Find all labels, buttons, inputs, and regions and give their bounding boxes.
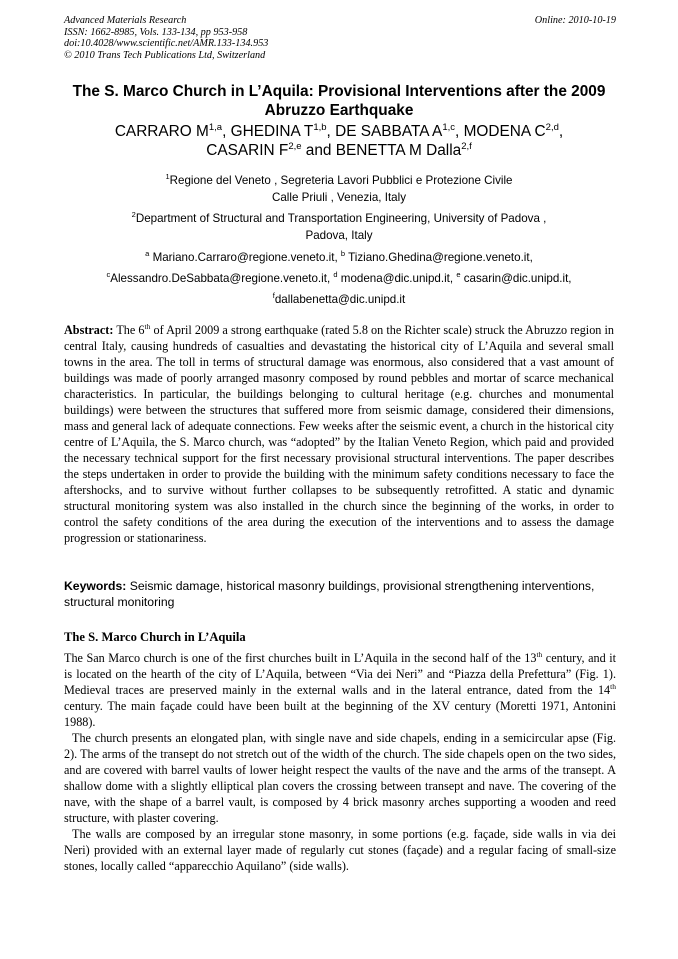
author-list	[50, 122, 628, 160]
online-date: Online: 2010-10-19	[534, 15, 616, 26]
section-heading: The S. Marco Church in L’Aquila	[64, 630, 246, 644]
affiliation-sup: 1	[165, 172, 170, 181]
affiliation-text: Calle Priuli , Venezia, Italy	[271, 191, 407, 204]
author-name: CASARIN F	[206, 142, 289, 159]
keywords-label: Keywords:	[64, 579, 127, 593]
body-paragraph	[64, 650, 616, 730]
section-body	[64, 650, 616, 874]
journal-header	[64, 15, 616, 61]
body-paragraph: The church presents an elongated plan, with single nave and side chapels, ending in a semicircular apse (Fig. 2). The arms of the transept do not stretch out of the width of the church. The side chapels open on the two sides, and are covered with barrel vaults of lower height respect the vaults of the nave and the arms of the transept. A shallow dome with a slightly elliptical plan covers the crossing between transept and nave. The covering of the nave, with the shape of a barrel vault, is composed by 4 brick masonry arches supporting a wooden and reed structure, with plaster covering.	[64, 731, 616, 825]
affiliation-2	[40, 210, 638, 244]
author-name: MODENA C	[463, 123, 546, 140]
email-address: casarin@dic.unipd.it,	[460, 272, 572, 285]
author-sup: 1,c	[442, 122, 456, 133]
author-sep: ,	[222, 123, 231, 140]
keywords	[64, 578, 616, 610]
affiliation-sup: 2	[131, 210, 136, 219]
issn-line: ISSN: 1662-8985, Vols. 133-134, pp 953-958	[64, 26, 248, 38]
body-sup: th	[610, 682, 616, 691]
doi-line: doi:10.4028/www.scientific.net/AMR.133-134.953	[64, 38, 269, 50]
affiliation-1-line-2	[40, 189, 638, 206]
abstract	[64, 322, 614, 546]
paper-title	[50, 82, 628, 120]
author-name: GHEDINA T	[230, 123, 314, 140]
email-address: Alessandro.DeSabbata@regione.veneto.it,	[110, 272, 334, 285]
abstract-text: of April 2009 a strong earthquake (rated 5.8 on the Richter scale) struck the Abruzzo region in central Italy, causing hundreds of casualties and devastating the historical city of L’Aquila and several small towns in the area. The toll in terms of structural damage was enormous, also considered that a vast amount of buildings was made of poorly arranged masonry composed by round pebbles and mortar of scarce mechanical characteristics. In particular, the buildings belonging to cultural heritage (e.g. churches and monumental buildings) were between the structures that suffered more from seismic damage, considered their dimensions, mass and general lack of adequate connections. Few weeks after the seismic event, a church in the historical city centre of L’Aquila, the S. Marco church, was “adopted” by the Italian Veneto Region, which paid and provided the necessary technical support for the first necessary provisional structural interventions. The paper describes the steps undertaken in order to provide the building with the minimum safety conditions necessary to face the aftershocks, and to survive without further collapses to be subsequently retrofitted. A static and dynamic structural monitoring system was also installed in the church since the beginning of the works, in order to control the safety conditions of the area during the execution of the interventions and to assess the damage progression or stationariness.	[64, 323, 614, 545]
body-text: The San Marco church is one of the first churches built in L’Aquila in the second half of the 13	[64, 651, 537, 665]
affiliation-text: Padova, Italy	[305, 229, 373, 242]
author-sep: ,	[558, 123, 564, 140]
title-line-1: The S. Marco Church in L’Aquila: Provisional Interventions after the 2009	[72, 83, 606, 100]
author-sup: 1,a	[208, 122, 223, 133]
email-sup: d	[333, 270, 338, 279]
abstract-sup: th	[144, 322, 151, 331]
author-name: DE SABBATA A	[335, 123, 443, 140]
authors-line-2	[50, 141, 628, 160]
affiliation-1-line-1	[40, 172, 638, 189]
body-text: century, and it is located on the hearth of the city of L’Aquila, between “Via dei Neri” and “Piazza della Prefettura” (Fig. 1). Medieval traces are preserved mainly in the external walls and in the lateral entrance, dated from the 14	[64, 651, 616, 697]
author-name: BENETTA M Dalla	[335, 142, 462, 159]
email-sup: f	[272, 291, 275, 300]
email-address: modena@dic.unipd.it,	[337, 272, 457, 285]
affiliation-2-line-2	[40, 227, 638, 244]
affiliation-1	[40, 172, 638, 206]
author-sup: 2,e	[288, 141, 302, 152]
affiliation-2-line-1	[40, 210, 638, 227]
affiliation-text: Department of Structural and Transportation Engineering, University of Padova ,	[135, 212, 547, 225]
email-line-2	[40, 268, 638, 289]
copyright-line: © 2010 Trans Tech Publications Ltd, Switzerland	[64, 49, 266, 61]
authors-line-1	[50, 122, 628, 141]
email-address: Mariano.Carraro@regione.veneto.it,	[149, 251, 341, 264]
body-sup: th	[536, 650, 543, 659]
email-sup: a	[145, 249, 150, 258]
email-line-3	[40, 289, 638, 310]
author-sep: ,	[455, 123, 464, 140]
author-sup: 2,d	[545, 122, 559, 133]
affiliation-text: Regione del Veneto , Segreteria Lavori Pubblici e Protezione Civile	[169, 174, 513, 187]
email-sup: b	[340, 249, 346, 258]
title-line-2: Abruzzo Earthquake	[264, 102, 414, 119]
journal-name: Advanced Materials Research	[64, 15, 187, 26]
keywords-text: Seismic damage, historical masonry buildings, provisional strengthening interventions, structural monitoring	[64, 579, 595, 609]
body-paragraph: The walls are composed by an irregular stone masonry, in some portions (e.g. façade, side walls in via dei Neri) provided with an external layer made of regularly cut stones (façade) and a regular facing of small-size stones, locally called “apparecchio Aquilano” (side walls).	[64, 827, 616, 873]
email-sup: e	[456, 270, 461, 279]
author-sep: ,	[326, 123, 336, 140]
author-sep: and	[301, 142, 336, 159]
email-address: Tiziano.Ghedina@regione.veneto.it,	[345, 251, 533, 264]
author-sup: 1,b	[313, 122, 327, 133]
author-name: CARRARO M	[114, 123, 209, 140]
email-line-1	[40, 247, 638, 268]
email-address: dallabenetta@dic.unipd.it	[274, 293, 406, 306]
abstract-text: The 6	[113, 323, 145, 337]
body-text: century. The main façade could have been built at the beginning of the XV century (Moretti 1971, Antonini 1988).	[64, 699, 616, 729]
email-list	[40, 247, 638, 310]
abstract-label: Abstract:	[64, 323, 114, 337]
email-sup: c	[106, 270, 111, 279]
author-sup: 2,f	[461, 141, 472, 152]
